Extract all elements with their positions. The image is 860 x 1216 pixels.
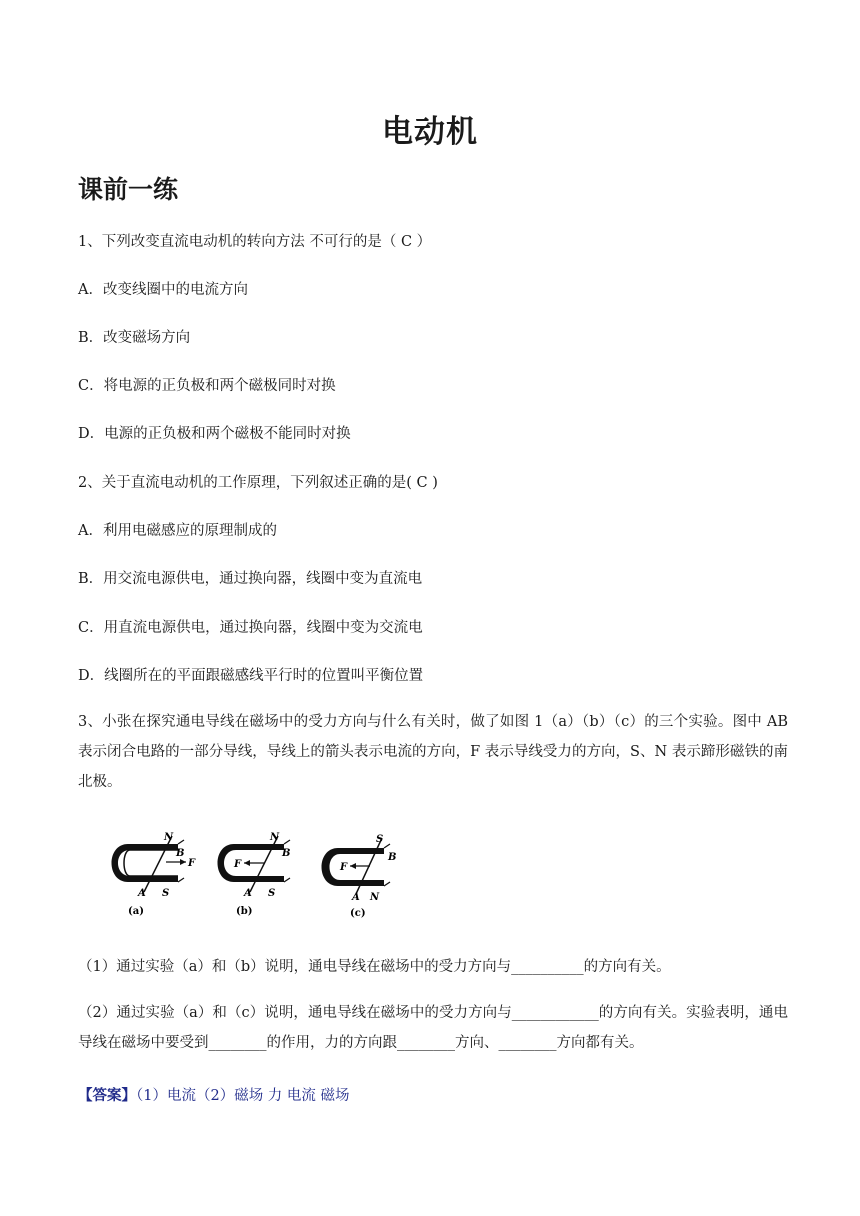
figure-b-wire-bottom: A — [244, 888, 252, 899]
question-2-option-b: B．用交流电源供电，通过换向器，线圈中变为直流电 — [78, 571, 423, 587]
question-1-option-c: C．将电源的正负极和两个磁极同时对换 — [78, 378, 336, 394]
question-2-option-a: A．利用电磁感应的原理制成的 — [78, 523, 277, 539]
figure-a-magnet — [112, 836, 187, 892]
figure-b-magnet — [218, 836, 291, 892]
figure-a-bottom-pole: S — [162, 888, 170, 899]
question-2-option-d: D．线圈所在的平面跟磁感线平行时的位置叫平衡位置 — [78, 668, 424, 684]
answer-line — [78, 1086, 786, 1106]
figure-a-force: F — [188, 858, 196, 869]
figure-a-caption: (a) — [128, 906, 144, 917]
figure-b-force: F — [234, 859, 242, 870]
figure-a-wire-top: B — [176, 848, 185, 859]
answer-text: （1）电流（2）磁场 力 电流 磁场 — [136, 1088, 350, 1104]
question-3-sub-1: （1）通过实验（a）和（b）说明，通电导线在磁场中的受力方向与__________的方向有关。 — [78, 959, 671, 975]
question-1-option-d: D．电源的正负极和两个磁极不能同时对换 — [78, 426, 351, 442]
figure-b-top-pole: N — [270, 832, 280, 843]
section-heading: 课前一练 — [78, 175, 179, 204]
figure-c-force: F — [340, 862, 348, 873]
experiment-figure — [100, 830, 420, 920]
figure-a-top-pole: N — [164, 832, 174, 843]
page-title: 电动机 — [382, 114, 478, 150]
question-1-stem: 1、下列改变直流电动机的转向方法 不可行的是（ C ） — [78, 234, 432, 250]
figure-b-caption: (b) — [236, 906, 253, 917]
question-2-stem: 2、关于直流电动机的工作原理，下列叙述正确的是( C ) — [78, 475, 438, 491]
figure-b-wire-top: B — [282, 848, 291, 859]
figure-a-wire-bottom: A — [138, 888, 146, 899]
figure-b-bottom-pole: S — [268, 888, 276, 899]
question-1-option-b: B．改变磁场方向 — [78, 330, 191, 346]
figure-c-caption: (c) — [350, 908, 366, 919]
question-2-option-c: C．用直流电源供电，通过换向器，线圈中变为交流电 — [78, 620, 423, 636]
answer-tag: 【答案】 — [78, 1087, 136, 1104]
figure-c-wire-top: B — [388, 852, 397, 863]
question-3-sub-2: （2）通过实验（a）和（c）说明，通电导线在磁场中的受力方向与____________的方向有关。实验表明，通电导线在磁场中要受到________的作用，力的方向跟________方向、________方向都有关。 — [78, 1005, 788, 1051]
figure-c-bottom-pole: N — [370, 892, 380, 903]
question-1-option-a: A．改变线圈中的电流方向 — [78, 282, 248, 298]
question-3-stem: 3、小张在探究通电导线在磁场中的受力方向与什么有关时，做了如图 1（a）（b）（c）的三个实验。图中 AB 表示闭合电路的一部分导线，导线上的箭头表示电流的方向，F 表示导线受力的方向，S、N 表示蹄形磁铁的南北极。 — [78, 714, 788, 790]
figure-c-wire-bottom: A — [352, 892, 360, 903]
figure-c-top-pole: S — [376, 834, 384, 845]
figure-c-magnet — [322, 838, 391, 894]
